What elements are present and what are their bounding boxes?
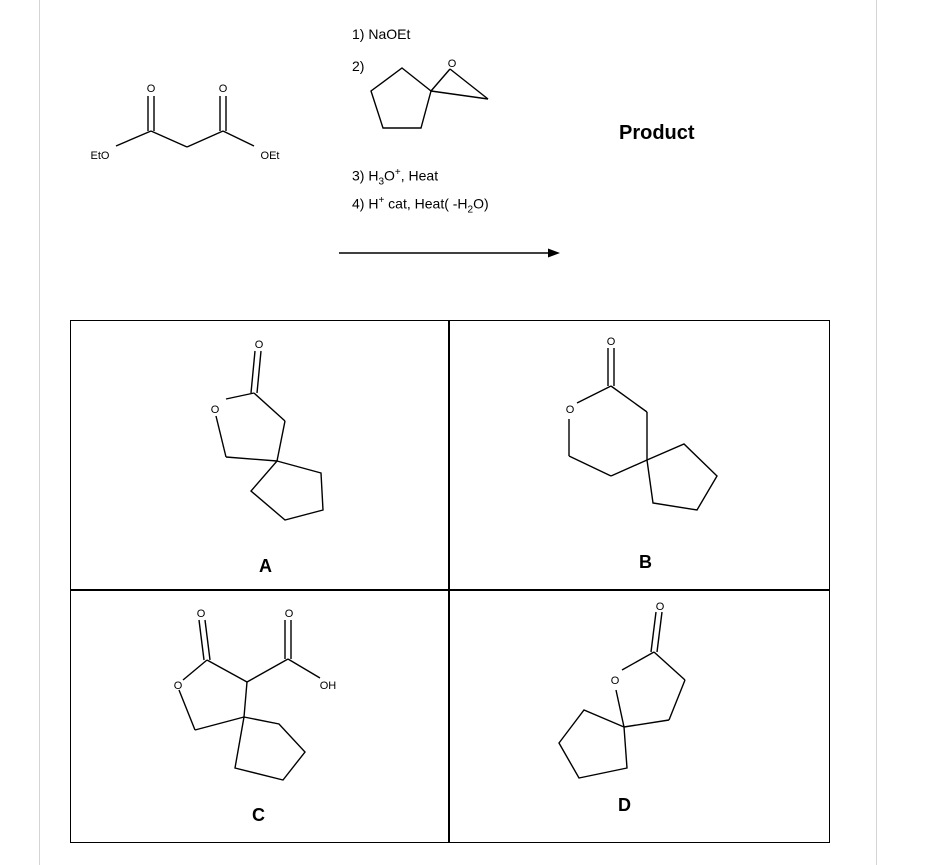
step4-suffix: O) (473, 195, 489, 212)
step3-mid: O (384, 167, 395, 184)
step4-prefix: 4) H (352, 195, 379, 212)
left-border-line (39, 0, 40, 865)
option-a-structure (71, 321, 449, 590)
option-a-label: A (259, 556, 272, 576)
atom-o: O (284, 608, 294, 620)
option-b-label: B (639, 552, 652, 572)
option-c-box[interactable] (70, 589, 450, 843)
step3-prefix: 3) H (352, 167, 379, 184)
right-border-line (876, 0, 877, 865)
atom-o: O (218, 83, 228, 95)
step4-sub: 2 (467, 204, 474, 216)
atom-o: O (254, 339, 264, 351)
product-label: Product (619, 122, 695, 144)
reagent-step-3 (352, 165, 438, 190)
reagent-step-1: 1) NaOEt (352, 26, 411, 42)
oet-label: OEt (260, 150, 280, 162)
atom-o: O (146, 83, 156, 95)
spiro-epoxide-structure (360, 52, 500, 147)
option-d-label: D (618, 795, 631, 815)
reagent-step-4 (352, 193, 489, 218)
diethyl-malonate-structure (80, 75, 290, 175)
step3-sup: + (394, 167, 401, 178)
step4-sup: + (378, 195, 385, 206)
atom-o: O (565, 404, 575, 416)
step3-suffix: , Heat (400, 167, 439, 184)
option-d-structure (449, 590, 829, 842)
atom-o: O (610, 675, 620, 687)
atom-o: O (173, 680, 183, 692)
atom-o: O (447, 58, 457, 70)
step3-sub: 3 (378, 176, 385, 188)
eto-label: EtO (90, 150, 110, 162)
hydroxyl-label: OH (319, 680, 337, 692)
option-b-structure (449, 321, 829, 590)
option-b-box[interactable] (448, 320, 830, 591)
option-c-label: C (252, 805, 265, 825)
reaction-arrow (338, 246, 563, 260)
option-d-box[interactable] (448, 589, 830, 843)
atom-o: O (196, 608, 206, 620)
reagent-step-2: 2) (352, 58, 365, 74)
atom-o: O (210, 404, 220, 416)
step4-mid: cat, Heat( -H (384, 195, 468, 212)
atom-o: O (655, 601, 665, 613)
atom-o: O (606, 336, 616, 348)
option-a-box[interactable] (70, 320, 450, 591)
